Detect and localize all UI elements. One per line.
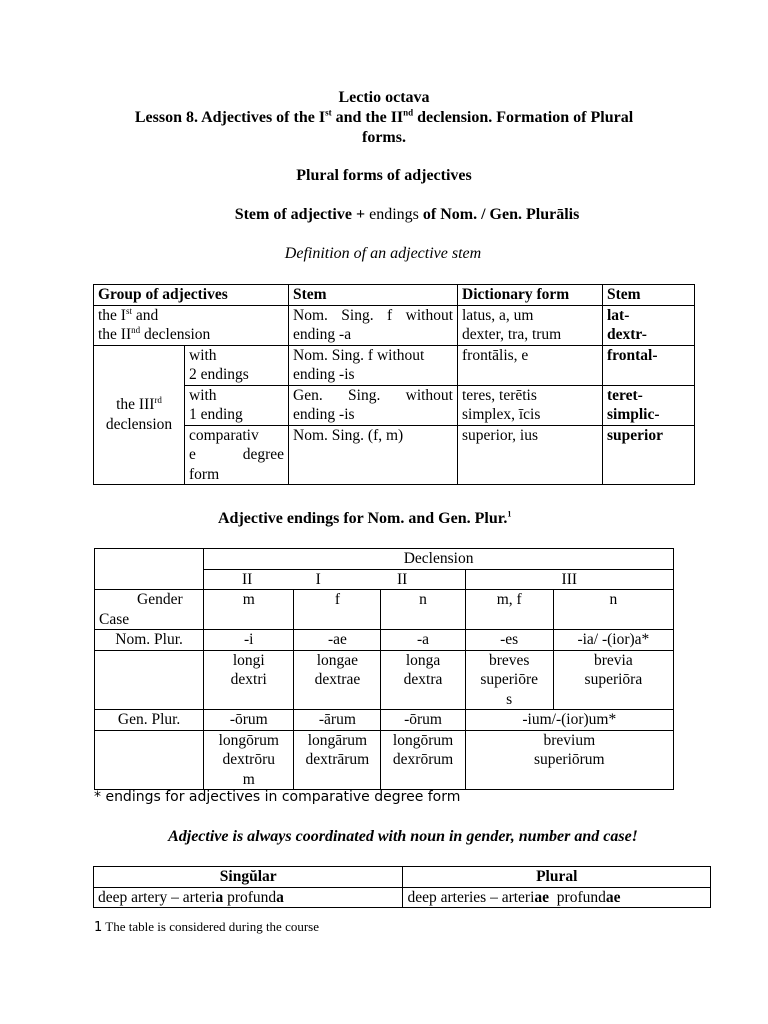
text: form bbox=[189, 465, 220, 483]
dict-cell: frontālis, e bbox=[458, 345, 603, 385]
decl-label: I bbox=[315, 570, 321, 588]
text: deep arteries – arteri bbox=[407, 888, 535, 906]
group-iii-cell bbox=[94, 345, 185, 485]
dict-item: teres, terētis bbox=[462, 386, 537, 404]
dict-cell bbox=[458, 385, 603, 425]
text: comparativ bbox=[189, 426, 259, 444]
comparative-note: * endings for adjectives in comparative degree form bbox=[94, 789, 461, 805]
ending: a bbox=[215, 888, 224, 906]
example: brevia bbox=[594, 651, 633, 669]
endings-title bbox=[218, 510, 511, 528]
ending-cell: -ārum bbox=[294, 710, 381, 731]
footnote-number: 1 bbox=[94, 920, 103, 935]
header-cell: Dictionary form bbox=[458, 285, 603, 306]
plural-cell bbox=[403, 887, 711, 908]
decl-cell bbox=[204, 569, 465, 590]
example: superiōre bbox=[480, 671, 539, 688]
text: Adjective endings for Nom. and Gen. Plur. bbox=[218, 510, 508, 527]
group-cell bbox=[94, 305, 289, 345]
sub-cell bbox=[185, 425, 289, 485]
sub-cell bbox=[185, 385, 289, 425]
ending-cell: -es bbox=[465, 630, 553, 651]
dict-cell: superior, ius bbox=[458, 425, 603, 485]
lesson-heading bbox=[0, 88, 768, 148]
example: longōrum bbox=[218, 731, 279, 749]
example-cell bbox=[381, 730, 465, 790]
gender-label: Gender bbox=[137, 591, 183, 608]
case-cell: Gen. Plur. bbox=[95, 710, 204, 731]
ending-cell: -ium/-(ior)um* bbox=[465, 710, 673, 731]
gender-cell: n bbox=[381, 590, 465, 630]
gender-cell: n bbox=[553, 590, 673, 630]
sup-nd: nd bbox=[403, 107, 414, 118]
header-cell: Stem bbox=[289, 285, 458, 306]
blank-cell bbox=[95, 549, 204, 590]
table-row bbox=[94, 887, 711, 908]
stem-item: lat- bbox=[607, 306, 630, 324]
result-cell: frontal- bbox=[603, 345, 695, 385]
example: longōrum bbox=[392, 731, 454, 749]
example-cell bbox=[204, 650, 294, 710]
stem-formula-b: endings bbox=[369, 206, 419, 223]
example: m bbox=[242, 770, 255, 788]
table-row bbox=[94, 425, 695, 485]
table-row bbox=[95, 710, 674, 731]
text: the III bbox=[116, 396, 155, 414]
example-cell bbox=[553, 650, 673, 710]
example-cell bbox=[465, 730, 673, 790]
endings-table bbox=[94, 548, 674, 790]
result-cell bbox=[603, 305, 695, 345]
table-row bbox=[95, 549, 674, 570]
example: dexrōrum bbox=[392, 751, 454, 768]
stem-formula bbox=[0, 206, 768, 224]
ending-cell: -ia/ -(ior)a* bbox=[553, 630, 673, 651]
decl-label: III bbox=[465, 569, 673, 590]
ending-cell: -ōrum bbox=[204, 710, 294, 731]
group-line bbox=[98, 306, 284, 326]
ending: ae bbox=[534, 888, 550, 906]
result-cell bbox=[603, 385, 695, 425]
singular-cell bbox=[94, 887, 403, 908]
table-row bbox=[94, 285, 695, 306]
stem-item: dextr- bbox=[607, 326, 647, 343]
example: superiōra bbox=[584, 671, 643, 688]
text: declension bbox=[140, 326, 211, 343]
example: longārum bbox=[307, 731, 368, 749]
header-cell: Plural bbox=[403, 867, 711, 888]
ending-cell: -ae bbox=[294, 630, 381, 651]
table-row bbox=[95, 730, 674, 790]
plural-forms-title: Plural forms of adjectives bbox=[296, 167, 472, 184]
stem-item: simplic- bbox=[607, 406, 660, 423]
example: longae bbox=[316, 651, 359, 669]
dict-item: dexter, tra, trum bbox=[462, 326, 562, 343]
table-row bbox=[94, 867, 711, 888]
text: 2 endings bbox=[189, 366, 249, 383]
gender-cell: m, f bbox=[465, 590, 553, 630]
coordination-table bbox=[93, 866, 711, 908]
sup: st bbox=[125, 305, 132, 316]
ending-cell: -i bbox=[204, 630, 294, 651]
header-cell: Group of adjectives bbox=[94, 285, 289, 306]
table-row bbox=[95, 590, 674, 630]
text: the II bbox=[98, 326, 132, 343]
example-cell bbox=[465, 650, 553, 710]
declension-header: Declension bbox=[204, 549, 674, 570]
table-row bbox=[95, 650, 674, 710]
sub-cell bbox=[185, 345, 289, 385]
stem-table bbox=[93, 284, 695, 485]
group-line: declension bbox=[105, 415, 173, 433]
gender-case-cell bbox=[95, 590, 204, 630]
example: brevium bbox=[543, 731, 596, 749]
stem-cell: Nom. Sing. (f, m) bbox=[289, 425, 458, 485]
table-row bbox=[94, 385, 695, 425]
case-cell: Nom. Plur. bbox=[95, 630, 204, 651]
text: profund bbox=[549, 888, 606, 906]
lesson-title-part: Lesson 8. Adjectives of the I bbox=[134, 109, 326, 126]
stem-formula-a: Stem of adjective + bbox=[234, 206, 370, 223]
dict-item: latus, a, um bbox=[462, 306, 534, 324]
example-cell bbox=[294, 650, 381, 710]
footnote bbox=[94, 919, 319, 935]
text: deep artery – arteri bbox=[98, 888, 216, 906]
decl-label: II bbox=[242, 570, 253, 588]
example: dextrōru bbox=[222, 751, 276, 768]
footnote-text: The table is considered during the course bbox=[102, 919, 320, 934]
ending-cell: -a bbox=[381, 630, 465, 651]
definition-title: Definition of an adjective stem bbox=[284, 245, 482, 262]
header-cell: Singŭlar bbox=[94, 867, 403, 888]
table-row bbox=[95, 630, 674, 651]
lesson-title-part: and the II bbox=[331, 109, 404, 126]
lesson-title-part: declension. Formation of Plural bbox=[413, 109, 634, 126]
example-cell bbox=[204, 730, 294, 790]
example: dextri bbox=[230, 671, 267, 688]
text: e degree bbox=[189, 446, 284, 463]
text: and bbox=[132, 306, 159, 324]
example: breves bbox=[488, 651, 530, 669]
text: with bbox=[189, 386, 217, 404]
blank-cell bbox=[95, 650, 204, 710]
example: s bbox=[506, 690, 513, 708]
case-label: Case bbox=[99, 610, 130, 628]
decl-label: II bbox=[397, 570, 408, 588]
lectio-title: Lectio octava bbox=[338, 89, 430, 106]
group-line bbox=[98, 395, 180, 415]
coordination-rule: Adjective is always coordinated with noun in gender, number and case! bbox=[168, 828, 638, 845]
dict-cell bbox=[458, 305, 603, 345]
dict-item: simplex, īcis bbox=[462, 406, 541, 423]
sup-st: st bbox=[325, 107, 332, 118]
sup: nd bbox=[131, 324, 141, 335]
gender-cell: f bbox=[294, 590, 381, 630]
text: with bbox=[189, 346, 217, 364]
gender-cell: m bbox=[204, 590, 294, 630]
example: longi bbox=[232, 651, 265, 669]
text: profund bbox=[223, 888, 277, 906]
stem-formula-c: of Nom. / Gen. Plurālis bbox=[418, 206, 580, 223]
table-row bbox=[94, 345, 695, 385]
example: longa bbox=[405, 651, 441, 669]
ending: a bbox=[276, 888, 284, 906]
stem-item: teret- bbox=[607, 386, 643, 404]
blank-cell bbox=[95, 730, 204, 790]
stem-cell: Nom. Sing. f without ending -a bbox=[289, 305, 458, 345]
stem-cell: Gen. Sing. without ending -is bbox=[289, 385, 458, 425]
header-cell: Stem bbox=[603, 285, 695, 306]
table-row bbox=[94, 305, 695, 345]
example-cell bbox=[294, 730, 381, 790]
example: superiōrum bbox=[534, 751, 605, 768]
example-cell bbox=[381, 650, 465, 710]
group-line bbox=[98, 325, 284, 345]
lesson-title bbox=[0, 108, 768, 128]
ending-cell: -ōrum bbox=[381, 710, 465, 731]
example: dextrārum bbox=[305, 751, 370, 768]
sup: rd bbox=[154, 395, 162, 406]
stem-cell: Nom. Sing. f without ending -is bbox=[289, 345, 458, 385]
example: dextra bbox=[403, 671, 443, 688]
text: 1 ending bbox=[189, 406, 243, 423]
example: dextrae bbox=[314, 671, 361, 688]
footnote-ref: 1 bbox=[507, 509, 512, 519]
result-cell: superior bbox=[603, 425, 695, 485]
ending: ae bbox=[605, 888, 621, 906]
text: the I bbox=[98, 306, 126, 324]
lesson-title-cont: forms. bbox=[362, 129, 406, 146]
